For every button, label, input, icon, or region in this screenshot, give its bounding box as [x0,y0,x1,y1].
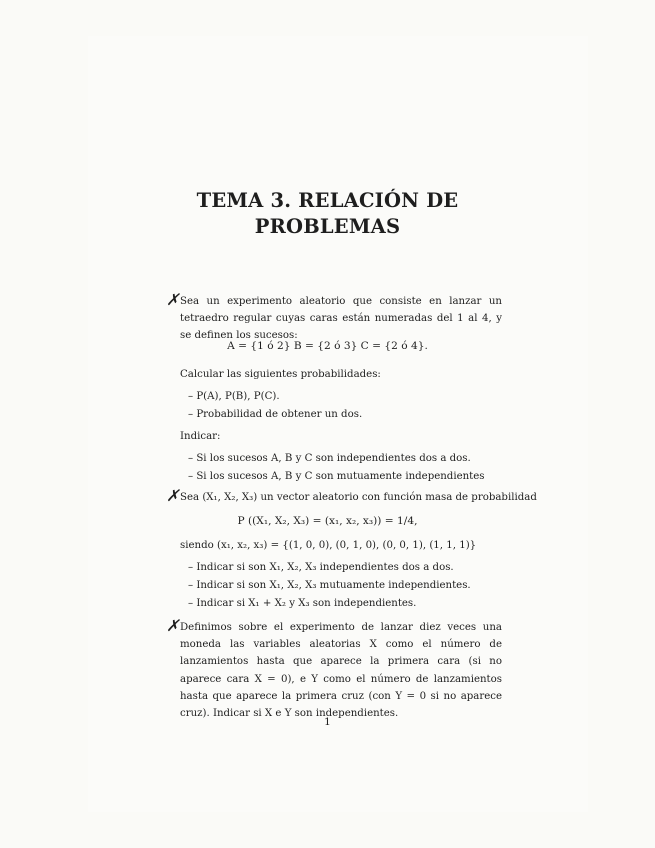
problem-1-calc-item: – P(A), P(B), P(C). [188,391,280,402]
problem-1-calc-item: – Probabilidad de obtener un dos. [188,409,363,420]
problem-2-where: siendo (x₁, x₂, x₃) = {(1, 0, 0), (0, 1, 0), (0, 0, 1), (1, 1, 1)} [180,540,477,551]
problem-1-indicate-item: – Si los sucesos A, B y C son mutuamente independientes [188,471,485,482]
check-mark-icon: ✗ [166,486,180,505]
problem-1-statement: Sea un experimento aleatorio que consiste en lanzar un tetraedro regular cuyas caras están numeradas del 1 al 4, y se definen los sucesos: [180,296,502,342]
title-line-1: TEMA 3. RELACIÓN DE [196,189,459,212]
problem-3-statement: Definimos sobre el experimento de lanzar diez veces una moneda las variables aleatorias X como el número de lanzamientos hasta que aparece la primera cara (si no aparece cara X = 0), e Y como el número de lanzamientos hasta que aparece la primera cruz (con Y = 0 si no aparece cruz). Indicar si X e Y son independientes. [180,622,502,720]
problem-2-formula: P ((X₁, X₂, X₃) = (x₁, x₂, x₃)) = 1/4, [237,515,418,527]
page-title [0,188,655,240]
problem-2-item: – Indicar si son X₁, X₂, X₃ mutuamente independientes. [188,580,471,591]
problem-2-item: – Indicar si son X₁, X₂, X₃ independientes dos a dos. [188,562,454,573]
problem-1-calc-label: Calcular las siguientes probabilidades: [180,369,381,380]
check-mark-icon: ✗ [166,290,180,309]
title-line-2: PROBLEMAS [254,215,401,238]
problem-2-item: – Indicar si X₁ + X₂ y X₃ son independientes. [188,598,417,609]
problem-1-indicate-item: – Si los sucesos A, B y C son independientes dos a dos. [188,453,471,464]
check-mark-icon: ✗ [166,616,180,635]
problem-1-events: A = {1 ó 2} B = {2 ó 3} C = {2 ó 4}. [227,340,428,352]
problem-2-statement: Sea (X₁, X₂, X₃) un vector aleatorio con función masa de probabilidad [180,492,537,503]
problem-1-indicate-label: Indicar: [180,431,221,442]
page-number: 1 [324,716,331,728]
